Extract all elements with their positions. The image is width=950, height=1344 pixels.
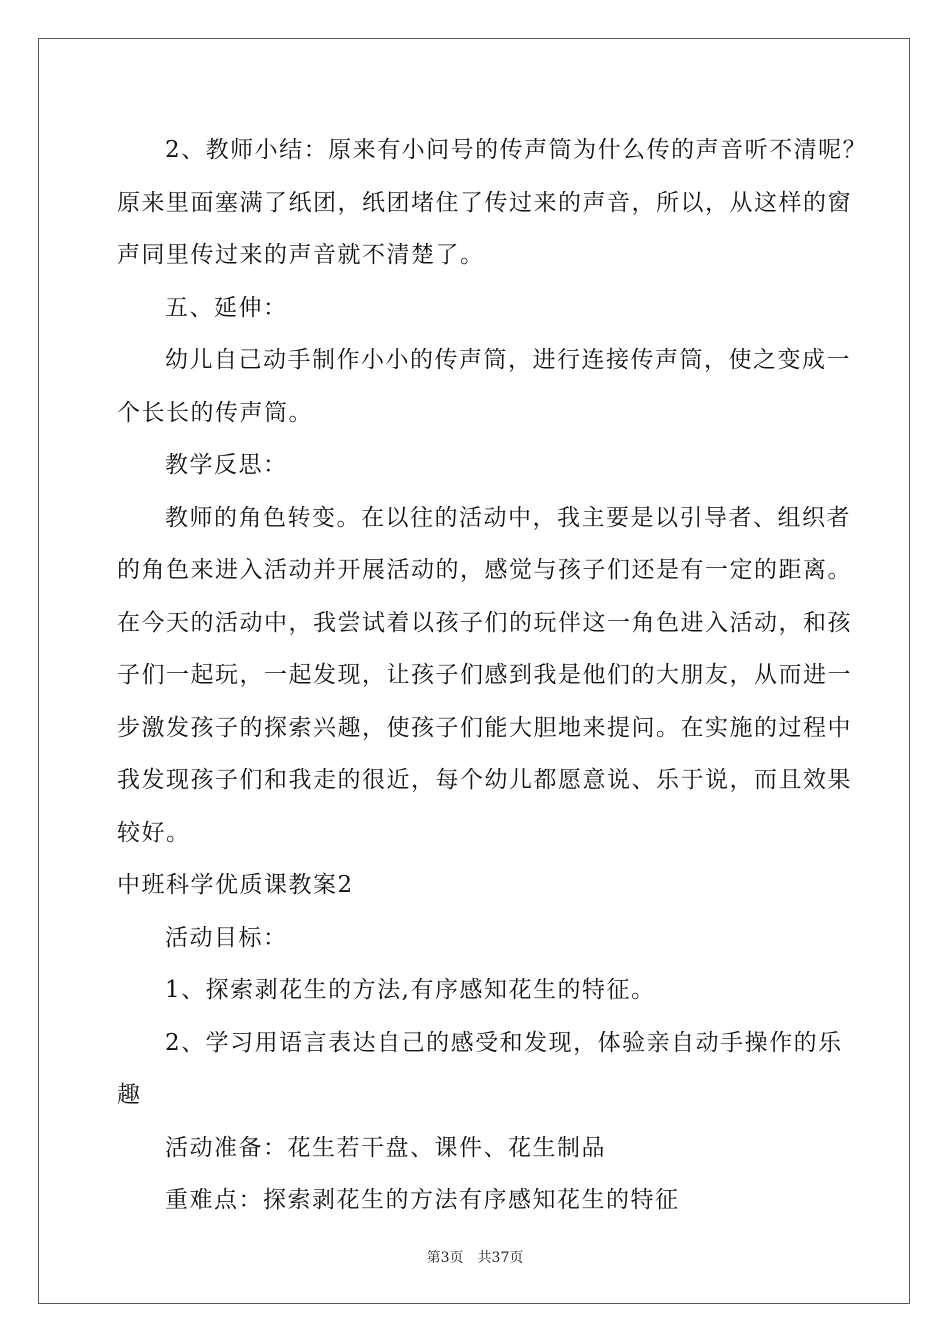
text-line: 幼儿自己动手制作小小的传声筒，进行连接传声筒，使之变成一	[165, 347, 851, 373]
text-line: 中班科学优质课教案2	[117, 872, 354, 898]
text-line: 教学反思：	[165, 452, 288, 478]
document-body	[117, 124, 868, 1227]
text-line: 活动目标：	[165, 924, 288, 951]
text-line: 教师的角色转变。在以往的活动中，我主要是以引导者、组织者	[165, 504, 851, 531]
text-line: 原来里面塞满了纸团，纸团堵住了传过来的声音，所以，从这样的窗	[117, 189, 852, 216]
text-line: 声同里传过来的声音就不清楚了。	[117, 242, 485, 268]
text-line: 2、学习用语言表达自己的感受和发现，体验亲自动手操作的乐	[165, 1029, 843, 1056]
text-line: 在今天的活动中，我尝试着以孩子们的玩伴这一角色进入活动，和孩	[117, 609, 852, 636]
text-line: 2、教师小结：原来有小问号的传声筒为什么传的声音听不清呢？	[165, 137, 868, 163]
text-line: 个长长的传声筒。	[117, 399, 313, 426]
page-number: 第3页	[426, 1250, 464, 1266]
text-line: 我发现孩子们和我走的很近，每个幼儿都愿意说、乐于说，而且效果	[117, 767, 852, 793]
text-line: 重难点：探索剥花生的方法有序感知花生的特征	[165, 1187, 680, 1213]
text-line: 活动准备：花生若干盘、课件、花生制品	[165, 1134, 606, 1161]
page-footer	[0, 1247, 950, 1267]
text-line: 趣	[117, 1082, 142, 1108]
text-line: 步激发孩子的探索兴趣，使孩子们能大胆地来提问。在实施的过程中	[117, 714, 852, 741]
text-line: 子们一起玩，一起发现，让孩子们感到我是他们的大朋友，从而进一	[117, 662, 852, 688]
text-line: 1、探索剥花生的方法,有序感知花生的特征。	[165, 977, 656, 1003]
text-line: 的角色来进入活动并开展活动的，感觉与孩子们还是有一定的距离。	[117, 557, 852, 583]
text-line: 五、延伸：	[165, 294, 288, 321]
text-line: 较好。	[117, 819, 191, 846]
total-pages: 共37页	[477, 1250, 524, 1266]
